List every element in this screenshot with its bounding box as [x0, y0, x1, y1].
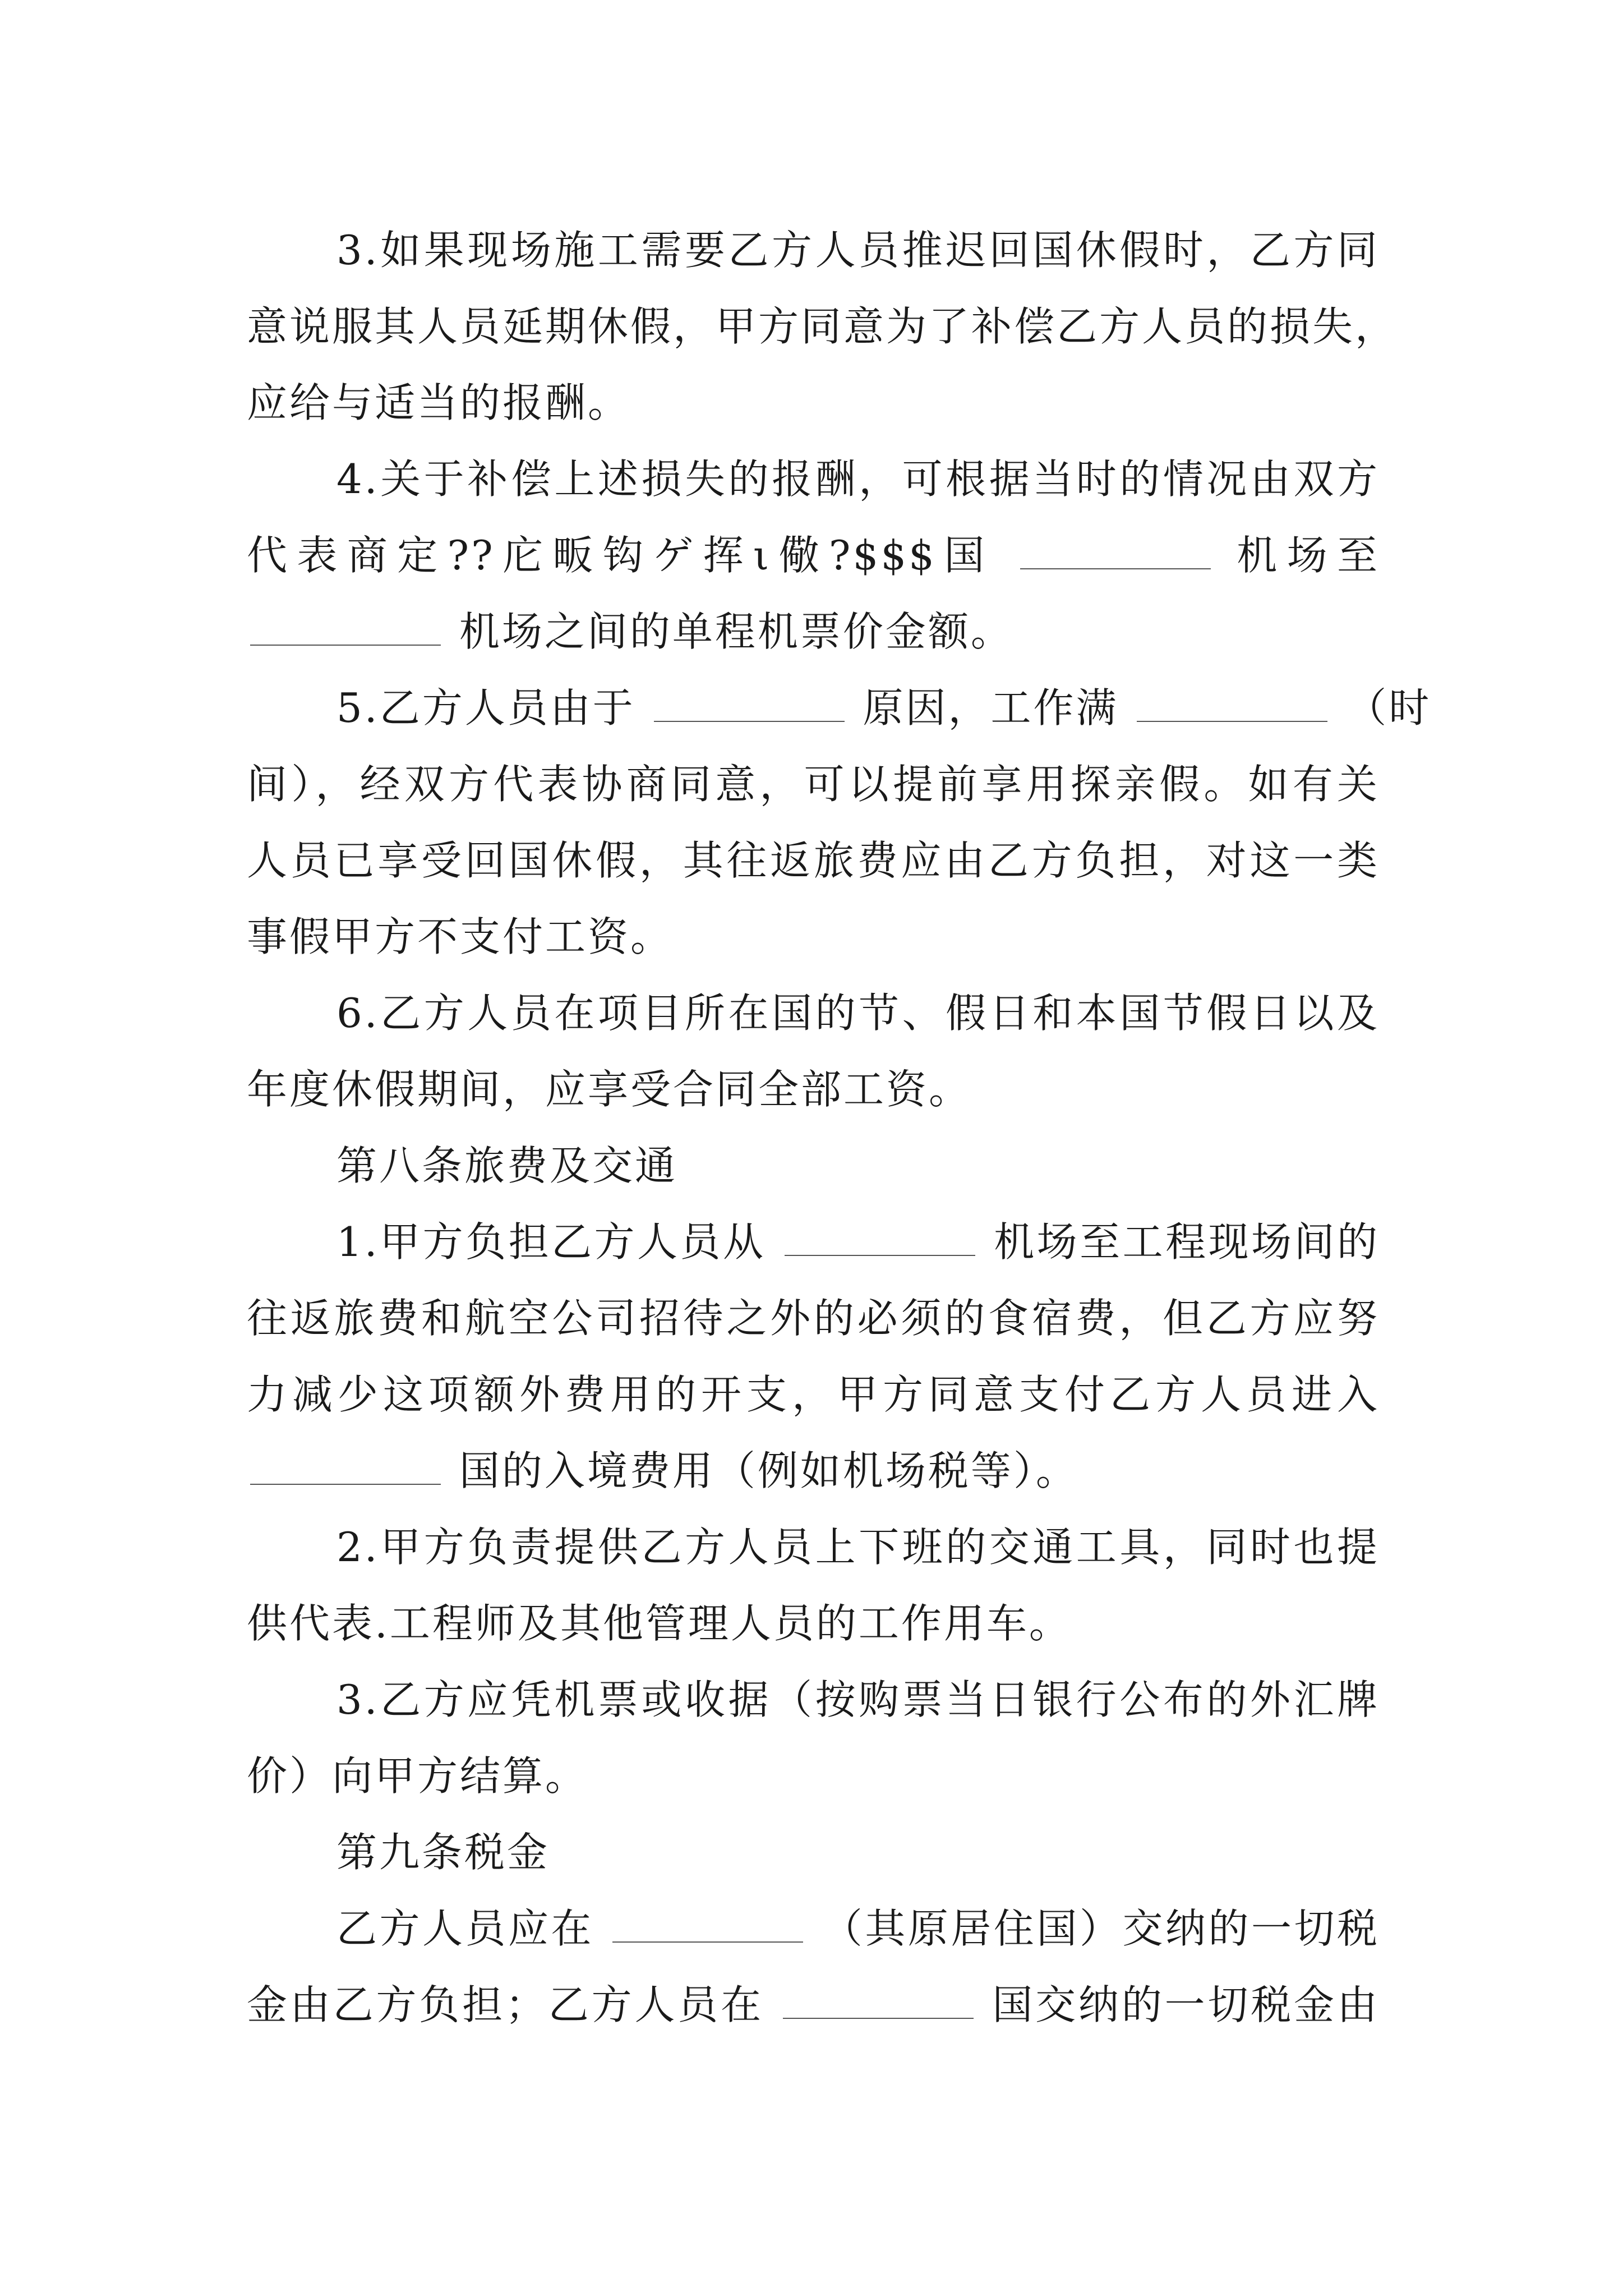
text-segment: 机场至工程现场间的	[994, 1218, 1380, 1266]
text-segment: 代表商定??庀畈钩ゲ挥ι儆?$$$国	[247, 532, 994, 579]
text-line	[247, 1128, 1380, 1204]
text-line	[247, 365, 1380, 441]
text-line	[247, 1738, 1380, 1814]
text-line	[247, 746, 1380, 822]
text-segment: 3.如果现场施工需要乙方人员推迟回国休假时，乙方同	[336, 227, 1380, 274]
fill-in-blank	[250, 1450, 441, 1485]
text-line	[247, 899, 1380, 975]
text-line	[247, 822, 1380, 899]
text-segment: 机场至	[1237, 532, 1380, 579]
text-line	[247, 1356, 1380, 1433]
text-line	[247, 975, 1380, 1051]
text-segment: 年度休假期间，应享受合同全部工资。	[247, 1066, 972, 1113]
text-segment: 意说服其人员延期休假，甲方同意为了补偿乙方人员的损失，	[247, 303, 1398, 350]
text-segment: 6.乙方人员在项目所在国的节、假日和本国节假日以及	[336, 990, 1380, 1037]
text-line	[247, 593, 1380, 670]
text-segment: 乙方人员应在	[336, 1905, 594, 1952]
text-segment: 3.乙方应凭机票或收据（按购票当日银行公布的外汇牌	[336, 1676, 1380, 1723]
fill-in-blank	[612, 1908, 803, 1943]
text-segment: （其原居住国）交纳的一切税	[822, 1905, 1380, 1952]
text-line	[247, 1814, 1380, 1890]
text-segment: 价）向甲方结算。	[247, 1752, 588, 1800]
text-line	[247, 1967, 1380, 2043]
text-segment: 2.甲方负责提供乙方人员上下班的交通工具，同时也提	[336, 1524, 1380, 1571]
fill-in-blank	[1020, 535, 1211, 569]
text-segment: 原因，工作满	[863, 684, 1119, 731]
text-line	[247, 1662, 1380, 1738]
text-line	[247, 1509, 1380, 1585]
text-segment: 金由乙方负担；乙方人员在	[247, 1981, 764, 2028]
text-line	[247, 1433, 1380, 1509]
text-line	[247, 1585, 1380, 1662]
text-segment: 第九条税金	[336, 1829, 550, 1876]
text-segment: 机场之间的单程机票价金额。	[459, 608, 1013, 655]
document-body	[247, 212, 1432, 2043]
text-segment: 应给与适当的报酬。	[247, 379, 631, 426]
text-line	[247, 1890, 1380, 1967]
text-segment: 1.甲方负担乙方人员从	[336, 1218, 766, 1266]
text-line	[247, 1204, 1380, 1280]
text-segment: 国的入境费用（例如机场税等）。	[459, 1447, 1078, 1494]
fill-in-blank	[785, 1221, 975, 1256]
text-line	[247, 288, 1398, 365]
text-segment: 国交纳的一切税金由	[992, 1981, 1380, 2028]
fill-in-blank	[783, 1984, 974, 2019]
text-segment: 间），经双方代表协商同意，可以提前享用探亲假。如有关	[247, 761, 1380, 808]
text-segment: 4.关于补偿上述损失的报酬，可根据当时的情况由双方	[336, 455, 1380, 503]
text-line	[247, 1051, 1380, 1128]
text-segment: 事假甲方不支付工资。	[247, 913, 674, 960]
text-line	[247, 1280, 1380, 1356]
text-segment: 人员已享受回国休假，其往返旅费应由乙方负担，对这一类	[247, 837, 1380, 884]
text-line	[247, 441, 1380, 517]
text-segment: （时	[1346, 684, 1432, 731]
text-line	[247, 212, 1380, 288]
text-line	[247, 517, 1380, 593]
text-segment: 力减少这项额外费用的开支，甲方同意支付乙方人员进入	[247, 1371, 1380, 1418]
text-segment: 往返旅费和航空公司招待之外的必须的食宿费，但乙方应努	[247, 1295, 1380, 1342]
fill-in-blank	[654, 687, 845, 722]
fill-in-blank	[250, 611, 441, 646]
fill-in-blank	[1137, 687, 1327, 722]
text-segment: 第八条旅费及交通	[336, 1142, 678, 1189]
text-line	[247, 670, 1432, 746]
text-segment: 供代表.工程师及其他管理人员的工作用车。	[247, 1600, 1072, 1647]
text-segment: 5.乙方人员由于	[336, 684, 635, 731]
